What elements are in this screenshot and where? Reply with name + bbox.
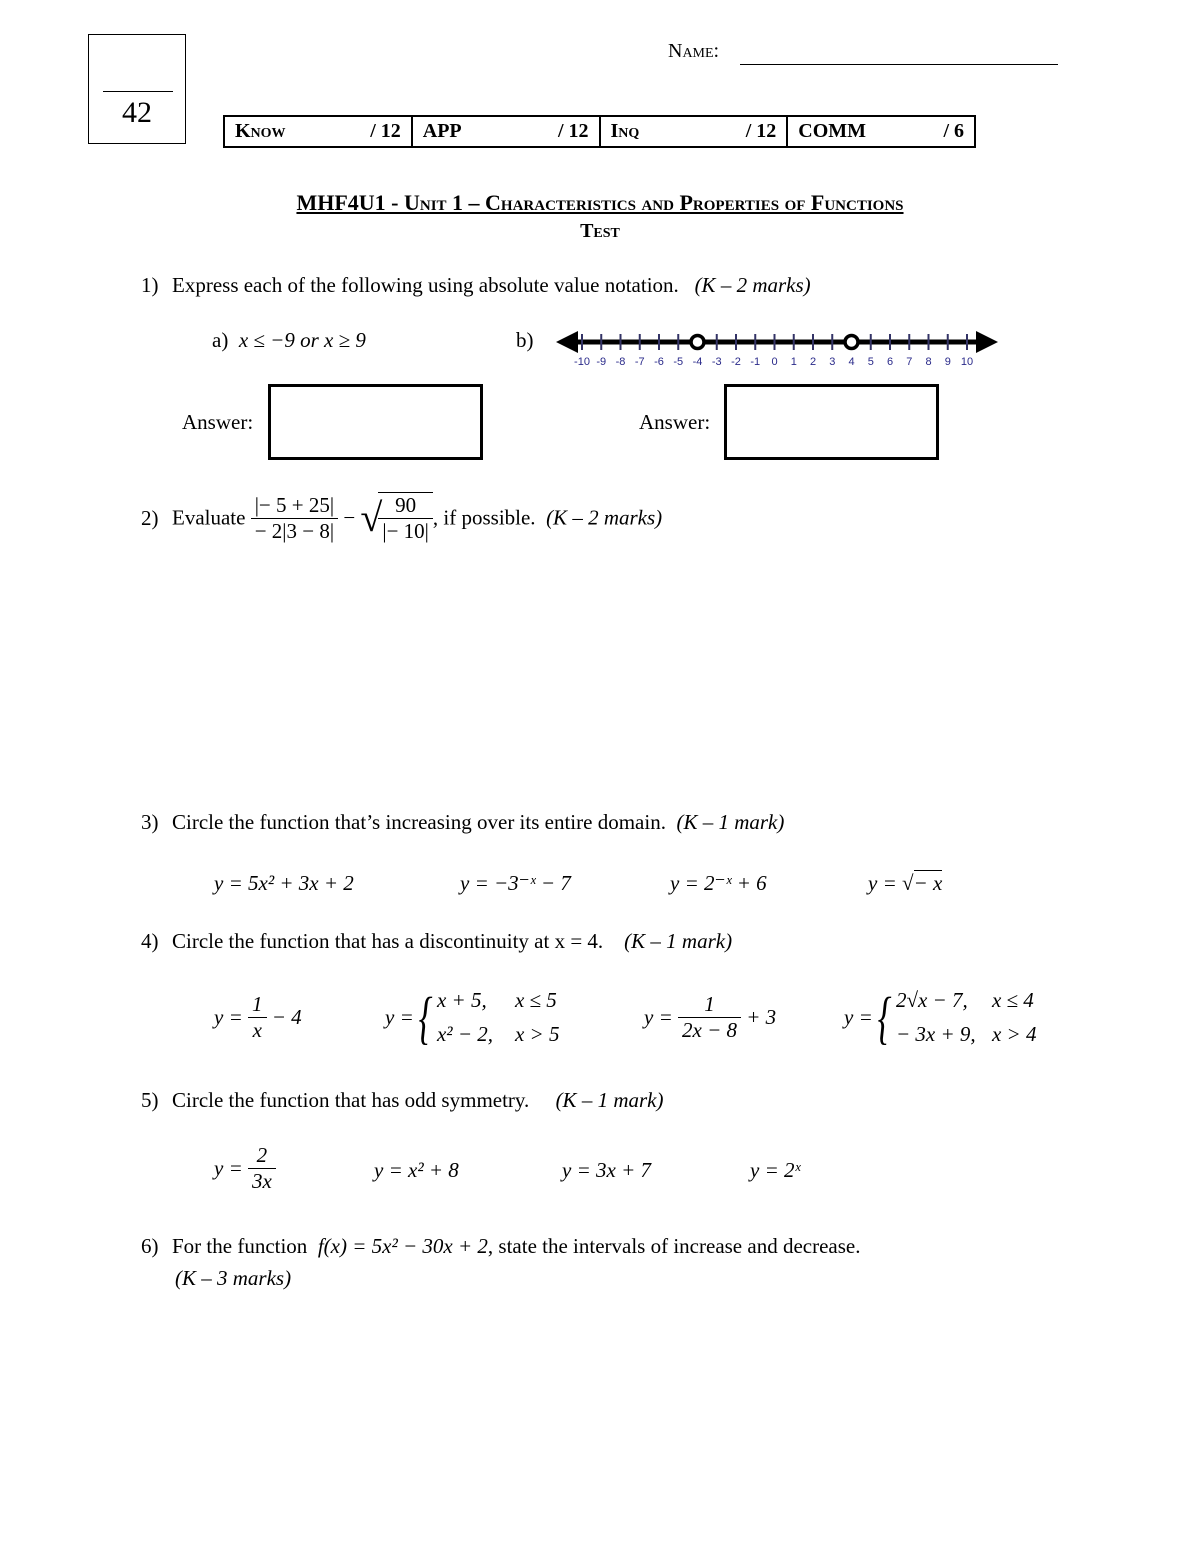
category-label: Know	[235, 120, 286, 142]
option-prefix: y =	[644, 1005, 673, 1030]
left-brace-icon: {	[418, 984, 433, 1050]
question-marks: (K – 1 mark)	[624, 929, 733, 953]
question-number: 1)	[141, 273, 159, 297]
answer-label-a: Answer:	[182, 410, 254, 434]
q3-option-2[interactable]: y = −3⁻ˣ − 7	[460, 871, 571, 895]
name-label: Name:	[668, 40, 720, 62]
fraction-denominator: 2x − 8	[682, 1018, 737, 1043]
number-line-tick-label: 2	[809, 356, 817, 368]
case-expression: x + 5,	[436, 988, 487, 1012]
score-total: 42	[122, 96, 152, 129]
page-title: MHF4U1 - Unit 1 – Characteristics and Properties of Functions	[296, 190, 904, 215]
q3-option-3[interactable]: y = 2⁻ˣ + 6	[670, 871, 767, 895]
category-inq	[601, 117, 789, 146]
option-prefix: y =	[868, 871, 902, 895]
question-marks: (K – 1 mark)	[676, 810, 785, 834]
question-1	[141, 273, 811, 298]
question-suffix: , if possible.	[432, 505, 536, 530]
fraction-denominator: x	[252, 1018, 262, 1043]
fraction-numerator: 1	[248, 992, 267, 1018]
question-number: 5)	[141, 1088, 159, 1112]
category-max: / 12	[557, 120, 589, 142]
number-line-tick-label: 7	[906, 356, 913, 368]
score-blank-line	[103, 91, 173, 92]
case-condition: x > 4	[991, 1021, 1037, 1046]
number-line-tick-label: 9	[944, 356, 951, 368]
question-5	[141, 1088, 663, 1113]
question-text: Circle the function that has odd symmetry.	[172, 1088, 530, 1112]
q5-option-2[interactable]: y = x² + 8	[374, 1158, 459, 1182]
number-line-tick-label: 6	[886, 356, 894, 368]
category-label: Inq	[610, 120, 640, 142]
category-label: COMM	[798, 120, 867, 142]
fraction-denominator: |− 10|	[382, 519, 429, 544]
minus-sign: −	[343, 505, 356, 530]
case-expression: − 3x + 9,	[895, 1021, 976, 1046]
question-marks: (K – 3 marks)	[175, 1266, 292, 1290]
question-text: For the function	[172, 1234, 308, 1258]
number-line-graphic	[556, 331, 998, 368]
question-2	[141, 492, 662, 544]
number-line-tick-label: -4	[692, 356, 703, 368]
number-line-tick-label: 10	[960, 356, 974, 368]
number-line-tick-label: 0	[771, 356, 778, 368]
option-fraction	[678, 992, 741, 1043]
q4-option-1[interactable]	[214, 992, 302, 1043]
question-4	[141, 929, 732, 954]
category-marks-table	[223, 115, 976, 148]
number-line-tick-label: -9	[596, 356, 607, 368]
number-line-tick-label: 1	[790, 356, 797, 368]
number-line-tick-label: -2	[731, 356, 741, 368]
piecewise-cases	[437, 984, 560, 1051]
number-line-tick-label: -8	[615, 356, 626, 368]
number-line-tick-label: -10	[574, 356, 590, 368]
question-text: Evaluate	[172, 505, 246, 530]
category-max: / 12	[745, 120, 777, 142]
sqrt-icon: √	[902, 871, 914, 895]
question-3	[141, 810, 784, 835]
radicand: − x	[913, 871, 943, 895]
category-know	[225, 117, 413, 146]
option-prefix: y =	[844, 1005, 873, 1030]
piecewise-cases	[896, 984, 1037, 1051]
open-circle-point	[845, 336, 858, 349]
question-marks: (K – 1 mark)	[555, 1088, 664, 1112]
number-line-tick-label: 3	[829, 356, 836, 368]
number-line-tick-label: -5	[673, 356, 684, 368]
fraction-numerator: 2	[248, 1143, 276, 1169]
q1-part-b-label: b)	[516, 328, 534, 352]
question-number: 4)	[141, 929, 159, 953]
number-line-tick-label: -6	[654, 356, 664, 368]
number-line	[552, 322, 1002, 372]
q4-option-4[interactable]	[844, 984, 1036, 1051]
number-line-tick-label: 5	[867, 356, 874, 368]
question-number: 2)	[141, 505, 159, 530]
open-circle-point	[691, 336, 704, 349]
answer-box-b[interactable]	[724, 384, 939, 460]
question-marks: (K – 2 marks)	[694, 273, 811, 297]
number-line-tick-label: -7	[634, 356, 645, 368]
q2-fraction-1	[251, 493, 338, 544]
case-expression: 2√x − 7,	[895, 988, 968, 1012]
number-line-tick-label: -1	[750, 356, 761, 368]
question-text-continued: , state the intervals of increase and decrease.	[487, 1234, 861, 1258]
question-text: Express each of the following using absolute value notation.	[172, 273, 679, 297]
fraction-denominator: 3x	[252, 1169, 272, 1194]
q1-a-expression: x ≤ −9 or x ≥ 9	[238, 328, 366, 352]
q5-option-1[interactable]	[214, 1143, 276, 1194]
case-condition: x ≤ 4	[991, 988, 1034, 1012]
question-number: 3)	[141, 810, 159, 834]
number-line-tick-label: 4	[848, 356, 855, 368]
part-label: a)	[212, 328, 229, 352]
fraction-numerator: |− 5 + 25|	[251, 493, 338, 519]
option-suffix: + 3	[746, 1005, 777, 1030]
q3-option-4[interactable]	[868, 871, 942, 896]
option-fraction	[248, 1143, 276, 1194]
option-prefix: y =	[214, 1005, 243, 1030]
category-label: APP	[422, 120, 462, 142]
fraction-denominator: − 2|3 − 8|	[254, 518, 335, 543]
fraction-numerator: 1	[678, 992, 741, 1018]
category-app	[413, 117, 601, 146]
q3-option-1[interactable]: y = 5x² + 3x + 2	[214, 871, 354, 895]
category-comm	[788, 117, 974, 146]
category-max: / 12	[370, 120, 401, 142]
answer-label-b: Answer:	[639, 410, 711, 434]
name-field[interactable]	[740, 64, 1058, 65]
q4-option-3[interactable]	[644, 992, 776, 1043]
case-condition: x ≤ 5	[514, 988, 557, 1012]
option-prefix: y =	[214, 1156, 243, 1181]
q4-option-2[interactable]	[385, 984, 559, 1051]
option-suffix: − 4	[271, 1005, 302, 1030]
q5-option-3[interactable]: y = 3x + 7	[562, 1158, 651, 1182]
category-max: / 6	[943, 120, 964, 142]
case-condition: x > 5	[514, 1021, 560, 1046]
question-6	[141, 1234, 860, 1259]
left-arrow-icon	[556, 331, 578, 353]
q5-option-4[interactable]: y = 2ˣ	[750, 1158, 801, 1182]
q1-part-a	[212, 328, 366, 353]
number-line-tick-label: 8	[925, 356, 932, 368]
option-prefix: y =	[385, 1005, 414, 1030]
number-line-tick-label: -3	[711, 356, 722, 368]
question-text: Circle the function that has a discontinuity at x = 4.	[172, 929, 604, 953]
case-expression: x² − 2,	[436, 1021, 493, 1046]
q2-fraction-2	[378, 492, 433, 544]
option-fraction	[248, 992, 267, 1043]
right-arrow-icon	[976, 331, 998, 353]
left-brace-icon: {	[877, 984, 892, 1050]
fraction-numerator: 90	[378, 493, 433, 519]
answer-box-a[interactable]	[268, 384, 483, 460]
question-number: 6)	[141, 1234, 159, 1258]
page-subtitle: Test	[580, 220, 620, 242]
q6-function: f(x) = 5x² − 30x + 2	[317, 1234, 488, 1258]
question-text: Circle the function that’s increasing over its entire domain.	[172, 810, 666, 834]
sqrt-sign-icon: √	[360, 495, 383, 541]
question-marks: (K – 2 marks)	[546, 505, 663, 530]
